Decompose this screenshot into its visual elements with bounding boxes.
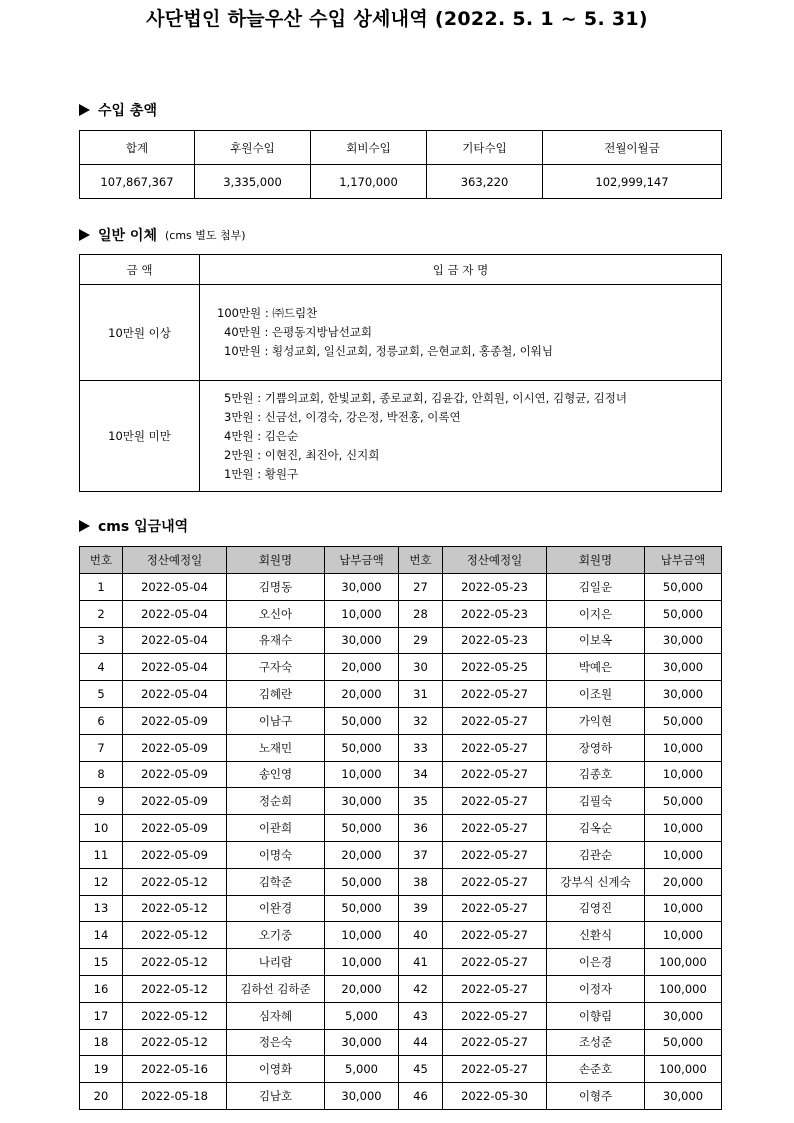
table-cell: 28	[399, 600, 443, 627]
table-cell: 30,000	[325, 627, 399, 654]
table-cell: 30,000	[325, 1029, 399, 1056]
table-cell: 이정자	[547, 975, 645, 1002]
table-cell: 50,000	[645, 1029, 722, 1056]
table-cell: 김일운	[547, 574, 645, 601]
table-cell: 2022-05-04	[123, 681, 227, 708]
table-cell: 50,000	[645, 707, 722, 734]
cms-header-cell: 번호	[399, 547, 443, 574]
table-cell: 나리람	[227, 949, 325, 976]
table-cell: 41	[399, 949, 443, 976]
table-cell: 8	[80, 761, 123, 788]
cms-header-cell: 납부금액	[325, 547, 399, 574]
table-cell: 송인영	[227, 761, 325, 788]
table-cell: 44	[399, 1029, 443, 1056]
table-cell: 100,000	[645, 975, 722, 1002]
table-cell: 30,000	[645, 1002, 722, 1029]
table-cell: 정순희	[227, 788, 325, 815]
table-cell: 2022-05-04	[123, 600, 227, 627]
table-cell: 이완경	[227, 895, 325, 922]
table-cell: 2022-05-04	[123, 654, 227, 681]
table-cell: 이향림	[547, 1002, 645, 1029]
transfer-group-label: 10만원 이상	[80, 285, 200, 381]
table-cell: 42	[399, 975, 443, 1002]
table-cell: 손준호	[547, 1056, 645, 1083]
donor-line: 100만원 : ㈜드림찬	[217, 306, 318, 320]
table-cell: 2022-05-27	[443, 868, 547, 895]
table-cell: 2022-05-12	[123, 975, 227, 1002]
table-cell: 가익현	[547, 707, 645, 734]
table-cell: 1	[80, 574, 123, 601]
table-cell: 10,000	[325, 922, 399, 949]
donor-line: 1만원 : 황원구	[224, 466, 299, 481]
table-cell: 2022-05-18	[123, 1083, 227, 1110]
table-cell: 박예은	[547, 654, 645, 681]
table-cell: 2022-05-27	[443, 734, 547, 761]
table-cell: 이관희	[227, 815, 325, 842]
table-cell: 구자숙	[227, 654, 325, 681]
cms-header-cell: 번호	[80, 547, 123, 574]
transfer-donor-cell	[200, 285, 722, 381]
table-cell: 오기중	[227, 922, 325, 949]
table-cell: 50,000	[645, 574, 722, 601]
table-cell: 2022-05-27	[443, 895, 547, 922]
donor-line: 2만원 : 이현진, 최진아, 신지희	[224, 447, 380, 462]
table-cell: 20,000	[325, 681, 399, 708]
table-cell: 2022-05-12	[123, 1002, 227, 1029]
table-cell: 2022-05-27	[443, 949, 547, 976]
table-cell: 9	[80, 788, 123, 815]
table-cell: 15	[80, 949, 123, 976]
table-cell: 33	[399, 734, 443, 761]
summary-table	[79, 130, 722, 199]
table-cell: 50,000	[325, 707, 399, 734]
table-cell: 2022-05-23	[443, 574, 547, 601]
table-cell: 13	[80, 895, 123, 922]
table-cell: 10,000	[325, 949, 399, 976]
table-cell: 장영하	[547, 734, 645, 761]
table-cell: 50,000	[645, 788, 722, 815]
donor-line: 10만원 : 횡성교회, 일신교회, 정릉교회, 은현교회, 홍종철, 이워님	[224, 344, 553, 358]
table-cell: 이형주	[547, 1083, 645, 1110]
table-cell: 2022-05-30	[443, 1083, 547, 1110]
donor-line: 3만원 : 신금선, 이경숙, 강은정, 박전홍, 이록연	[224, 409, 461, 424]
table-cell: 이조원	[547, 681, 645, 708]
table-cell: 유재수	[227, 627, 325, 654]
table-cell: 2022-05-27	[443, 1029, 547, 1056]
table-cell: 2022-05-12	[123, 868, 227, 895]
table-row	[80, 975, 722, 1002]
cms-header-row	[80, 547, 722, 574]
table-cell: 이영화	[227, 1056, 325, 1083]
summary-header-row	[80, 131, 722, 165]
summary-header-cell: 기타수입	[427, 131, 543, 165]
table-cell: 6	[80, 707, 123, 734]
table-cell: 20,000	[325, 975, 399, 1002]
table-cell: 32	[399, 707, 443, 734]
transfer-group-row	[80, 381, 722, 492]
table-cell: 30,000	[645, 681, 722, 708]
table-cell: 2022-05-27	[443, 707, 547, 734]
table-cell: 2022-05-27	[443, 975, 547, 1002]
table-cell: 100,000	[645, 1056, 722, 1083]
table-cell: 39	[399, 895, 443, 922]
table-cell: 2022-05-27	[443, 841, 547, 868]
table-cell: 강부식 신계숙	[547, 868, 645, 895]
table-cell: 10,000	[325, 761, 399, 788]
table-cell: 4	[80, 654, 123, 681]
table-cell: 2022-05-12	[123, 922, 227, 949]
table-row	[80, 1083, 722, 1110]
table-cell: 이보옥	[547, 627, 645, 654]
cms-header-cell: 회원명	[547, 547, 645, 574]
table-cell: 이지은	[547, 600, 645, 627]
table-cell: 50,000	[325, 734, 399, 761]
transfer-table	[79, 254, 722, 492]
summary-value-cell: 102,999,147	[543, 165, 722, 199]
table-cell: 43	[399, 1002, 443, 1029]
page-title: 사단법인 하늘우산 수입 상세내역 (2022. 5. 1 ~ 5. 31)	[146, 8, 648, 30]
table-cell: 10,000	[645, 815, 722, 842]
table-cell: 30,000	[325, 788, 399, 815]
summary-header-cell: 회비수입	[311, 131, 427, 165]
table-cell: 이은경	[547, 949, 645, 976]
table-cell: 27	[399, 574, 443, 601]
summary-header-cell: 합계	[80, 131, 195, 165]
table-row	[80, 922, 722, 949]
table-cell: 조성준	[547, 1029, 645, 1056]
table-cell: 40	[399, 922, 443, 949]
table-cell: 김하선 김하준	[227, 975, 325, 1002]
table-row	[80, 654, 722, 681]
table-cell: 김학준	[227, 868, 325, 895]
table-row	[80, 1056, 722, 1083]
table-cell: 38	[399, 868, 443, 895]
table-row	[80, 627, 722, 654]
table-cell: 18	[80, 1029, 123, 1056]
transfer-heading-note: (cms 별도 첨부)	[164, 229, 246, 242]
cms-heading	[79, 516, 188, 536]
table-cell: 2022-05-27	[443, 922, 547, 949]
summary-value-cell: 107,867,367	[80, 165, 195, 199]
table-cell: 36	[399, 815, 443, 842]
table-cell: 20,000	[325, 654, 399, 681]
table-cell: 이명숙	[227, 841, 325, 868]
table-cell: 20,000	[325, 841, 399, 868]
table-row	[80, 788, 722, 815]
table-row	[80, 895, 722, 922]
table-cell: 2	[80, 600, 123, 627]
table-row	[80, 868, 722, 895]
table-cell: 100,000	[645, 949, 722, 976]
table-cell: 김남호	[227, 1083, 325, 1110]
table-cell: 11	[80, 841, 123, 868]
summary-value-cell: 3,335,000	[195, 165, 311, 199]
table-cell: 10,000	[645, 761, 722, 788]
table-cell: 10,000	[325, 600, 399, 627]
summary-heading-label: 수입 총액	[98, 103, 157, 119]
cms-body	[80, 574, 722, 1110]
table-cell: 30,000	[645, 654, 722, 681]
table-cell: 2022-05-09	[123, 734, 227, 761]
table-cell: 김영진	[547, 895, 645, 922]
table-cell: 5,000	[325, 1002, 399, 1029]
table-cell: 김혜란	[227, 681, 325, 708]
table-row	[80, 1002, 722, 1029]
table-cell: 10,000	[645, 841, 722, 868]
table-row	[80, 734, 722, 761]
table-row	[80, 949, 722, 976]
transfer-group-row	[80, 285, 722, 381]
cms-header-cell: 납부금액	[645, 547, 722, 574]
transfer-header-donors: 입 금 자 명	[200, 255, 722, 285]
table-row	[80, 815, 722, 842]
table-cell: 10	[80, 815, 123, 842]
table-cell: 2022-05-12	[123, 949, 227, 976]
table-row	[80, 681, 722, 708]
table-cell: 30,000	[325, 574, 399, 601]
summary-header-cell: 전월이월금	[543, 131, 722, 165]
table-cell: 김관순	[547, 841, 645, 868]
table-cell: 2022-05-27	[443, 815, 547, 842]
table-cell: 10,000	[645, 895, 722, 922]
table-cell: 2022-05-12	[123, 895, 227, 922]
table-cell: 심자혜	[227, 1002, 325, 1029]
transfer-heading	[79, 225, 246, 245]
table-cell: 오신아	[227, 600, 325, 627]
table-cell: 10,000	[645, 734, 722, 761]
table-row	[80, 1029, 722, 1056]
summary-heading	[79, 100, 157, 120]
table-cell: 46	[399, 1083, 443, 1110]
table-cell: 19	[80, 1056, 123, 1083]
cms-heading-label: cms 입금내역	[98, 519, 189, 535]
transfer-header-row	[80, 255, 722, 285]
table-cell: 30,000	[645, 627, 722, 654]
table-cell: 2022-05-23	[443, 627, 547, 654]
table-cell: 37	[399, 841, 443, 868]
transfer-header-amount: 금 액	[80, 255, 200, 285]
triangle-bullet-icon	[79, 104, 90, 116]
table-cell: 2022-05-27	[443, 788, 547, 815]
table-row	[80, 761, 722, 788]
cms-header-cell: 정산예정일	[443, 547, 547, 574]
table-cell: 2022-05-04	[123, 627, 227, 654]
table-cell: 2022-05-04	[123, 574, 227, 601]
table-cell: 14	[80, 922, 123, 949]
cms-table	[79, 546, 722, 1110]
triangle-bullet-icon	[79, 520, 90, 532]
table-cell: 50,000	[325, 895, 399, 922]
table-cell: 김종호	[547, 761, 645, 788]
table-cell: 20,000	[645, 868, 722, 895]
table-cell: 2022-05-09	[123, 707, 227, 734]
table-cell: 신환식	[547, 922, 645, 949]
table-cell: 2022-05-09	[123, 788, 227, 815]
table-row	[80, 574, 722, 601]
table-cell: 김필숙	[547, 788, 645, 815]
table-cell: 2022-05-27	[443, 681, 547, 708]
table-cell: 2022-05-27	[443, 1056, 547, 1083]
table-row	[80, 841, 722, 868]
table-cell: 2022-05-09	[123, 841, 227, 868]
table-cell: 2022-05-12	[123, 1029, 227, 1056]
summary-value-row	[80, 165, 722, 199]
summary-header-cell: 후원수입	[195, 131, 311, 165]
table-cell: 45	[399, 1056, 443, 1083]
table-cell: 김명동	[227, 574, 325, 601]
table-cell: 50,000	[325, 868, 399, 895]
table-row	[80, 707, 722, 734]
table-cell: 35	[399, 788, 443, 815]
donor-line: 5만원 : 기쁨의교회, 한빛교회, 종로교회, 김윤갑, 안희원, 이시연, 김형균, 김정녀	[224, 390, 627, 405]
table-cell: 50,000	[645, 600, 722, 627]
table-cell: 5,000	[325, 1056, 399, 1083]
cms-header-cell: 정산예정일	[123, 547, 227, 574]
table-cell: 16	[80, 975, 123, 1002]
table-cell: 17	[80, 1002, 123, 1029]
table-cell: 2022-05-09	[123, 815, 227, 842]
table-cell: 29	[399, 627, 443, 654]
table-cell: 5	[80, 681, 123, 708]
summary-value-cell: 363,220	[427, 165, 543, 199]
triangle-bullet-icon	[79, 229, 90, 241]
summary-value-cell: 1,170,000	[311, 165, 427, 199]
table-cell: 노재민	[227, 734, 325, 761]
table-cell: 2022-05-09	[123, 761, 227, 788]
transfer-donor-cell	[200, 381, 722, 492]
table-cell: 30,000	[325, 1083, 399, 1110]
table-cell: 2022-05-23	[443, 600, 547, 627]
table-cell: 2022-05-25	[443, 654, 547, 681]
table-cell: 34	[399, 761, 443, 788]
table-cell: 31	[399, 681, 443, 708]
table-cell: 3	[80, 627, 123, 654]
table-cell: 50,000	[325, 815, 399, 842]
donor-line: 4만원 : 김은순	[224, 428, 299, 443]
table-cell: 10,000	[645, 922, 722, 949]
transfer-group-label: 10만원 미만	[80, 381, 200, 492]
table-row	[80, 600, 722, 627]
table-cell: 정은숙	[227, 1029, 325, 1056]
donor-line: 40만원 : 은평동지방남선교회	[224, 325, 373, 339]
table-cell: 30,000	[645, 1083, 722, 1110]
table-cell: 2022-05-27	[443, 761, 547, 788]
table-cell: 12	[80, 868, 123, 895]
table-cell: 2022-05-27	[443, 1002, 547, 1029]
table-cell: 20	[80, 1083, 123, 1110]
table-cell: 이남구	[227, 707, 325, 734]
table-cell: 김옥순	[547, 815, 645, 842]
transfer-heading-label: 일반 이체	[98, 228, 157, 244]
table-cell: 30	[399, 654, 443, 681]
table-cell: 7	[80, 734, 123, 761]
table-cell: 2022-05-16	[123, 1056, 227, 1083]
cms-header-cell: 회원명	[227, 547, 325, 574]
